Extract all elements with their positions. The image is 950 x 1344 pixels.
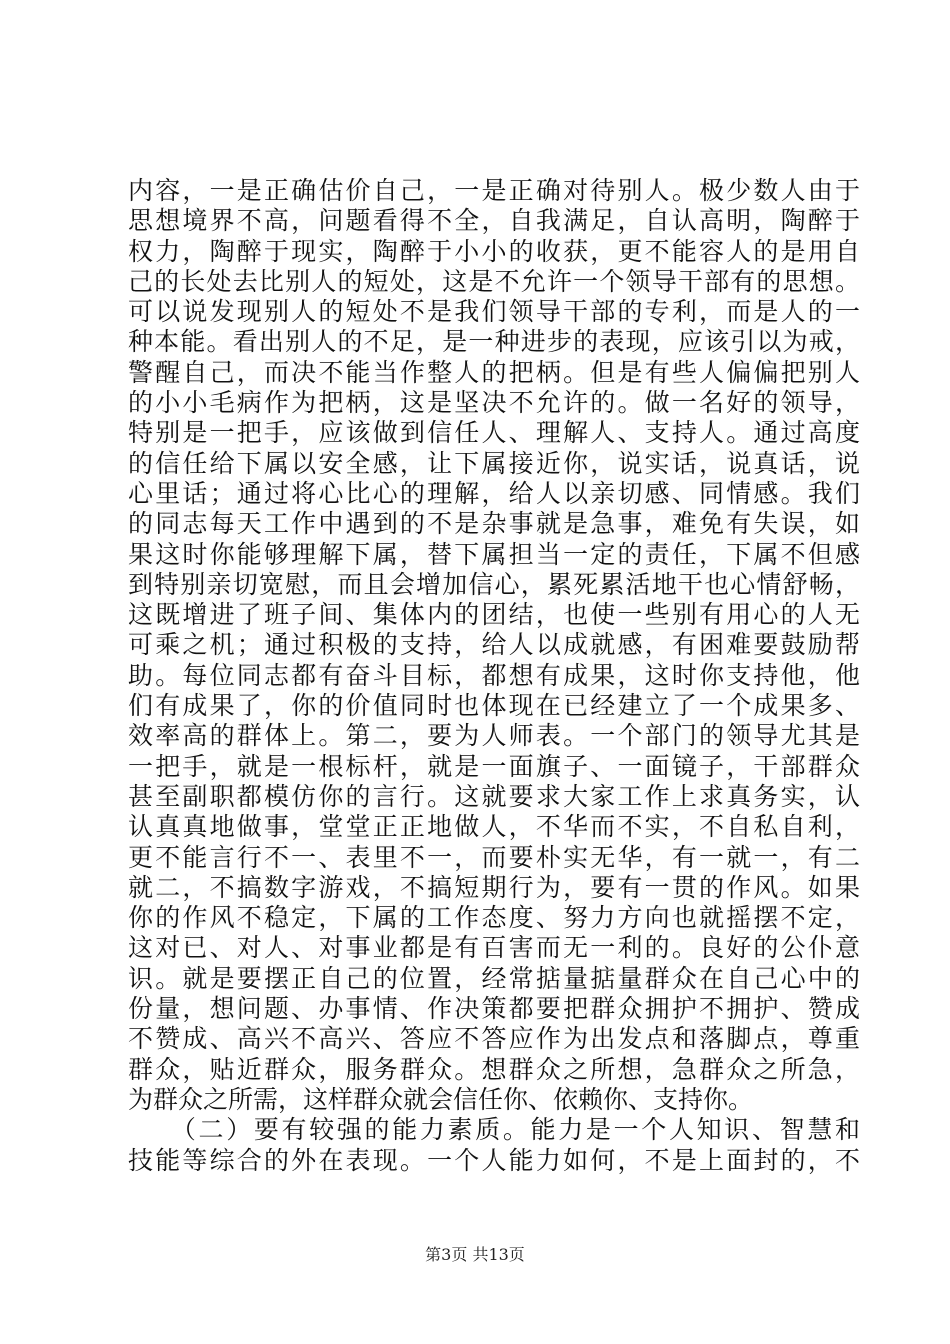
text-line: 助。每位同志都有奋斗目标，都想有成果，这时你支持他，他 xyxy=(128,660,860,690)
text-line: （二）要有较强的能力素质。能力是一个人知识、智慧和 xyxy=(128,1115,860,1145)
text-line: 这对已、对人、对事业都是有百害而无一利的。良好的公仆意 xyxy=(128,933,860,963)
text-line: 己的长处去比别人的短处，这是不允许一个领导干部有的思想。 xyxy=(128,266,860,296)
text-line: 可以说发现别人的短处不是我们领导干部的专利，而是人的一 xyxy=(128,297,860,327)
text-line: 内容，一是正确估价自己，一是正确对待别人。极少数人由于 xyxy=(128,176,860,205)
body-text xyxy=(128,176,860,1176)
text-line: 种本能。看出别人的不足，是一种进步的表现，应该引以为戒， xyxy=(128,327,860,357)
text-line: 的信任给下属以安全感，让下属接近你，说实话，说真话，说 xyxy=(128,448,860,478)
text-line: 认真真地做事，堂堂正正地做人，不华而不实，不自私自利， xyxy=(128,812,860,842)
text-line: 的小小毛病作为把柄，这是坚决不允许的。做一名好的领导， xyxy=(128,388,860,418)
text-line: 效率高的群体上。第二，要为人师表。一个部门的领导尤其是 xyxy=(128,721,860,751)
text-line: 更不能言行不一、表里不一，而要朴实无华，有一就一，有二 xyxy=(128,842,860,872)
text-line: 特别是一把手，应该做到信任人、理解人、支持人。通过高度 xyxy=(128,418,860,448)
text-line: 甚至副职都模仿你的言行。这就要求大家工作上求真务实，认 xyxy=(128,781,860,811)
text-line: 识。就是要摆正自己的位置，经常掂量掂量群众在自己心中的 xyxy=(128,963,860,993)
text-line: 就二，不搞数字游戏，不搞短期行为，要有一贯的作风。如果 xyxy=(128,872,860,902)
text-line: 的同志每天工作中遇到的不是杂事就是急事，难免有失误，如 xyxy=(128,509,860,539)
text-line: 一把手，就是一根标杆，就是一面旗子、一面镜子，干部群众 xyxy=(128,751,860,781)
text-line: 你的作风不稳定，下属的工作态度、努力方向也就摇摆不定， xyxy=(128,903,860,933)
text-line: 权力，陶醉于现实，陶醉于小小的收获，更不能容人的是用自 xyxy=(128,236,860,266)
text-line: 到特别亲切宽慰，而且会增加信心，累死累活地干也心情舒畅， xyxy=(128,569,860,599)
text-line: 份量，想问题、办事情、作决策都要把群众拥护不拥护、赞成 xyxy=(128,994,860,1024)
text-line: 警醒自己，而决不能当作整人的把柄。但是有些人偏偏把别人 xyxy=(128,357,860,387)
text-line: 果这时你能够理解下属，替下属担当一定的责任，下属不但感 xyxy=(128,539,860,569)
text-line: 们有成果了，你的价值同时也体现在已经建立了一个成果多、 xyxy=(128,691,860,721)
text-line: 这既增进了班子间、集体内的团结，也使一些别有用心的人无 xyxy=(128,600,860,630)
text-line: 为群众之所需，这样群众就会信任你、依赖你、支持你。 xyxy=(128,1084,754,1114)
text-line: 技能等综合的外在表现。一个人能力如何，不是上面封的，不 xyxy=(128,1145,860,1175)
text-line: 可乘之机；通过积极的支持，给人以成就感，有困难要鼓励帮 xyxy=(128,630,860,660)
text-line: 不赞成、高兴不高兴、答应不答应作为出发点和落脚点，尊重 xyxy=(128,1024,860,1054)
text-line: 群众，贴近群众，服务群众。想群众之所想，急群众之所急， xyxy=(128,1054,860,1084)
text-line: 思想境界不高，问题看得不全，自我满足，自认高明，陶醉于 xyxy=(128,206,860,236)
page-footer: 第3页 共13页 xyxy=(425,1245,525,1264)
text-line: 心里话；通过将心比心的理解，给人以亲切感、同情感。我们 xyxy=(128,478,860,508)
